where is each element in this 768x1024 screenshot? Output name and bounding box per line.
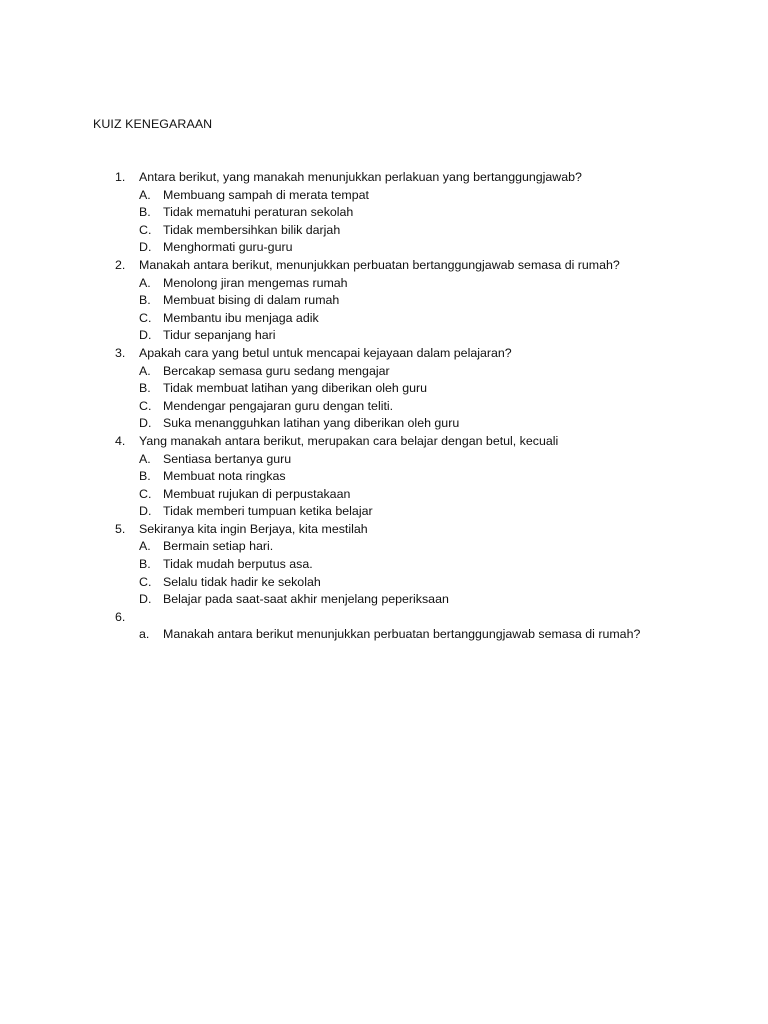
option-item	[0, 275, 768, 293]
option-text: Manakah antara berikut menunjukkan perbuatan bertanggungjawab semasa di rumah?	[163, 627, 641, 642]
option-item	[0, 187, 768, 205]
option-item	[0, 363, 768, 381]
question-list	[0, 169, 768, 644]
option-letter: A.	[139, 451, 151, 466]
option-letter: B.	[139, 381, 151, 396]
question-text: Yang manakah antara berikut, merupakan cara belajar dengan betul, kecuali	[139, 433, 559, 448]
option-item	[0, 538, 768, 556]
option-text: Membuang sampah di merata tempat	[163, 187, 369, 202]
option-letter: A.	[139, 187, 151, 202]
question-3	[0, 345, 768, 363]
option-item	[0, 398, 768, 416]
option-letter: B.	[139, 557, 151, 572]
option-text: Belajar pada saat-saat akhir menjelang peperiksaan	[163, 592, 449, 607]
option-letter: D.	[139, 240, 152, 255]
option-item	[0, 468, 768, 486]
option-letter: A.	[139, 275, 151, 290]
option-letter: D.	[139, 416, 152, 431]
option-letter: C.	[139, 574, 152, 589]
option-letter: D.	[139, 592, 152, 607]
option-text: Menghormati guru-guru	[163, 240, 293, 255]
question-number: 2.	[115, 257, 126, 272]
question-2	[0, 257, 768, 275]
option-item	[0, 556, 768, 574]
option-item	[0, 204, 768, 222]
option-letter: A.	[139, 363, 151, 378]
option-text: Tidak membuat latihan yang diberikan oleh guru	[163, 381, 428, 396]
question-number: 4.	[115, 433, 126, 448]
option-item	[0, 310, 768, 328]
option-letter: C.	[139, 310, 152, 325]
question-text: Sekiranya kita ingin Berjaya, kita mestilah	[139, 521, 368, 536]
option-letter: A.	[139, 539, 151, 554]
option-item	[0, 503, 768, 521]
question-5	[0, 521, 768, 539]
option-text: Tidak memberi tumpuan ketika belajar	[163, 504, 373, 519]
option-letter: C.	[139, 486, 152, 501]
question-text: Antara berikut, yang manakah menunjukkan perlakuan yang bertanggungjawab?	[139, 170, 582, 184]
option-item	[0, 486, 768, 504]
option-text: Bercakap semasa guru sedang mengajar	[163, 363, 390, 378]
question-number: 1.	[115, 170, 126, 184]
question-text: Manakah antara berikut, menunjukkan perbuatan bertanggungjawab semasa di rumah?	[139, 257, 620, 272]
option-item	[0, 239, 768, 257]
option-text: Membuat nota ringkas	[163, 469, 286, 484]
option-item	[0, 415, 768, 433]
question-number: 3.	[115, 345, 126, 360]
option-item	[0, 626, 768, 644]
option-item	[0, 380, 768, 398]
option-item	[0, 591, 768, 609]
option-letter: B.	[139, 293, 151, 308]
option-letter: a.	[139, 627, 150, 642]
question-1	[0, 169, 768, 187]
option-text: Selalu tidak hadir ke sekolah	[163, 574, 321, 589]
option-text: Menolong jiran mengemas rumah	[163, 275, 348, 290]
option-text: Bermain setiap hari.	[163, 539, 274, 554]
option-letter: D.	[139, 504, 152, 519]
option-letter: B.	[139, 205, 151, 220]
question-4	[0, 433, 768, 451]
option-item	[0, 292, 768, 310]
option-letter: D.	[139, 328, 152, 343]
option-letter: C.	[139, 222, 152, 237]
question-number: 5.	[115, 521, 126, 536]
option-text: Mendengar pengajaran guru dengan teliti.	[163, 398, 394, 413]
option-item	[0, 574, 768, 592]
option-letter: B.	[139, 469, 151, 484]
question-text: Apakah cara yang betul untuk mencapai kejayaan dalam pelajaran?	[139, 345, 512, 360]
option-text: Tidak mematuhi peraturan sekolah	[163, 205, 354, 220]
option-item	[0, 327, 768, 345]
question-number: 6.	[115, 609, 126, 624]
option-text: Sentiasa bertanya guru	[163, 451, 292, 466]
option-letter: C.	[139, 398, 152, 413]
option-text: Membantu ibu menjaga adik	[163, 310, 319, 325]
option-text: Tidak mudah berputus asa.	[163, 557, 313, 572]
option-text: Membuat rujukan di perpustakaan	[163, 486, 351, 501]
option-text: Suka menangguhkan latihan yang diberikan oleh guru	[163, 416, 460, 431]
option-text: Tidur sepanjang hari	[163, 328, 276, 343]
option-item	[0, 222, 768, 240]
question-6	[0, 609, 768, 627]
document-title: KUIZ KENEGARAAN	[93, 117, 213, 131]
option-text: Tidak membersihkan bilik darjah	[163, 222, 341, 237]
option-item	[0, 451, 768, 469]
option-text: Membuat bising di dalam rumah	[163, 293, 340, 308]
